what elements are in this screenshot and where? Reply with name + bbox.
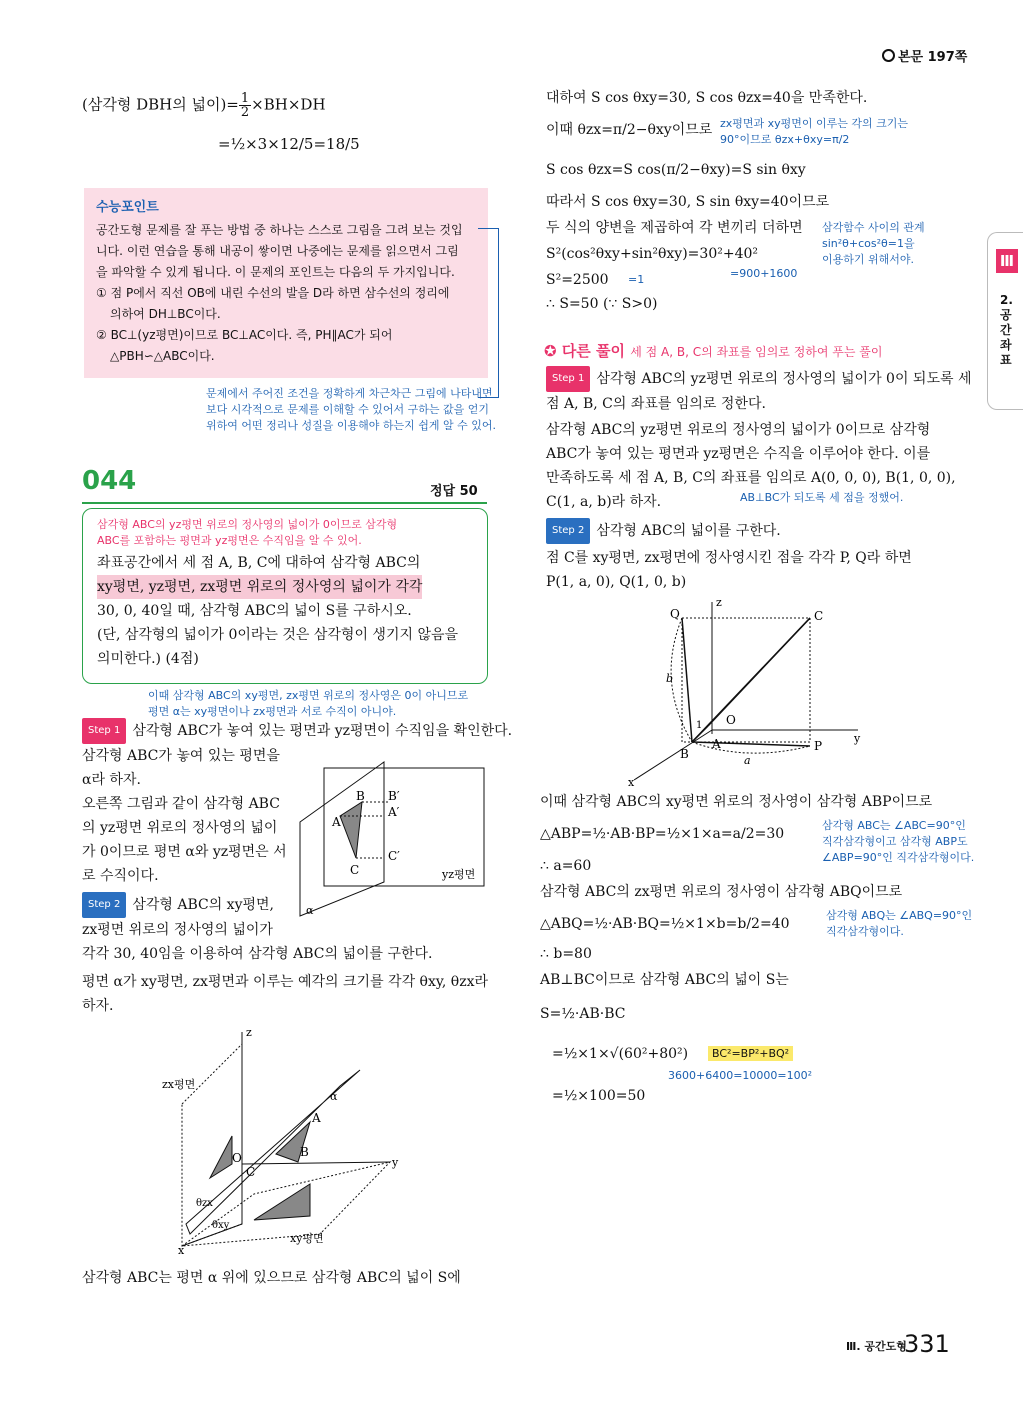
left-step1: Step 1 삼각형 ABC가 놓여 있는 평면과 yz평면이 수직임을 확인한다. [82, 718, 512, 744]
label-c: C [350, 863, 360, 877]
right-line2: 이때 θzx=π/2−θxy이므로 [546, 122, 713, 138]
suneung-point-body: 공간도형 문제를 잘 푸는 방법 중 하나는 스스로 그림을 그려 보는 것입 니다. 이런 연습을 통해 내공이 쌓이면 나중에는 문제를 읽으면서 그림 을 파악할 수 있게 됩니다. 이 문제의 포인트는 다음의 두 가지입니다. ① 점 P에서 직선 OB에 내린 수선의 발을 D라 하면 삼수선의 정리에 의하여 DH⊥BC이다. ② BC⊥(yz평면)이므로 BC⊥AC이다. 즉, PH∥AC가 되어 △PBH∽△ABC이다. [96, 223, 463, 363]
right-line8: ∴ S=50 (∵ S>0) [546, 296, 658, 312]
label-o: O [232, 1151, 242, 1165]
chapter-tab-title: 2. 공간좌표 [1000, 293, 1013, 367]
problem-note2: 이때 삼각형 ABC의 xy평면, zx평면 위로의 정사영은 0이 아니므로 평면 α는 xy평면이나 zx평면과 서로 수직이 아니야. [148, 689, 469, 718]
problem-number: 044 [82, 466, 137, 496]
alt-step1-body: 삼각형 ABC의 yz평면 위로의 정사영의 넓이가 0이므로 삼각형 ABC가 놓여 있는 평면과 yz평면은 수직을 이루어야 한다. 이를 만족하도록 세 점 A, B, C의 좌표를 임의로 A(0, 0, 0), B(1, 0, 0), C(1, a, b)라 하자. [546, 422, 956, 510]
problem-text: 좌표공간에서 세 점 A, B, C에 대하여 삼각형 ABC의 xy평면, yz평면, zx평면 위로의 정사영의 넓이가 각각 30, 0, 40일 때, 삼각형 ABC의 넓이 S를 구하시오. (단, 삼각형의 넓이가 0이라는 것은 삼각형이 생기지 않음을 의미한다.) (4점) [97, 555, 459, 667]
right-note1: zx평면과 xy평면이 이루는 각의 크기는 90°이므로 θzx+θxy=π/2 [720, 117, 909, 146]
circle-icon [882, 49, 895, 62]
label-q: Q [670, 607, 680, 621]
suneung-point-box [84, 188, 488, 378]
label-o: O [726, 713, 736, 727]
left-step2-body: 평면 α가 xy평면, zx평면과 이루는 예각의 크기를 각각 θxy, θzx라 하자. [82, 974, 489, 1014]
right-line6: S²(cos²θxy+sin²θxy)=30²+40² [546, 246, 758, 262]
angle-figure [150, 1024, 460, 1256]
problem-rule [82, 502, 487, 504]
alt-c5-note: 삼각형 ABQ는 ∠ABQ=90°인 직각삼각형이다. [826, 909, 973, 938]
label-a-len: a [744, 754, 751, 767]
axis-z: z [716, 596, 722, 609]
label-p: P [814, 739, 823, 753]
axis-x: x [628, 776, 635, 788]
problem-note: 삼각형 ABC의 yz평면 위로의 정사영의 넓이가 0이므로 삼각형 ABC를 포함하는 평면과 yz평면은 수직임을 알 수 있어. [97, 518, 398, 547]
page-reference: 본문 197쪽 [882, 46, 967, 65]
axis-z: z [246, 1026, 252, 1039]
alt-step2: Step 2 삼각형 ABC의 넓이를 구한다. [546, 518, 781, 544]
label-b-len: b [666, 672, 674, 685]
suneung-point-title: 수능포인트 [96, 200, 159, 215]
note-connector [478, 228, 499, 398]
alt-c2-note: 삼각형 ABC는 ∠ABC=90°인 직각삼각형이고 삼각형 ABP도 ∠ABP=90°인 직각삼각형이다. [822, 819, 975, 864]
label-alpha: α [330, 1090, 338, 1103]
answer-label: 정답 50 [430, 484, 478, 499]
alt-note-ab: AB⊥BC가 되도록 세 점을 정했어. [740, 491, 904, 504]
coordinate-figure [626, 592, 876, 788]
label-xy-plane: xy평면 [290, 1232, 324, 1245]
suneung-note: 문제에서 주어진 조건을 정확하게 차근차근 그림에 나타내면 보다 시각적으로 문제를 이해할 수 있어서 구하는 값을 얻기 위하여 어떤 정리나 성질을 이용해야 하는지 쉽게 알 수 있어. [206, 387, 496, 432]
alt-c7: AB⊥BC이므로 삼각형 ABC의 넓이 S는 [540, 972, 789, 988]
alt-c2: △ABP=½·AB·BP=½×1×a=a/2=30 [540, 826, 785, 842]
alt-c3: ∴ a=60 [540, 858, 592, 874]
right-line7-note: =1 [628, 273, 645, 286]
label-a: A [332, 815, 341, 829]
label-b: B [680, 747, 689, 761]
left-step1-body: 삼각형 ABC가 놓여 있는 평면을 α라 하자. 오른쪽 그림과 같이 삼각형 ABC 의 yz평면 위로의 정사영의 넓이 가 0이므로 평면 α와 yz평면은 서 로 수직이다. [82, 748, 287, 884]
problem-box [82, 508, 488, 684]
alt-step1: Step 1 삼각형 ABC의 yz평면 위로의 정사영의 넓이가 0이 되도록 세 점 A, B, C의 좌표를 임의로 정한다. [546, 366, 971, 416]
right-note2: 삼각함수 사이의 관계 sin²θ+cos²θ=1을 이용하기 위해서야. [822, 221, 925, 266]
right-line3: S cos θzx=S cos(π/2−θxy)=S sin θxy [546, 162, 806, 178]
right-line1: 대하여 S cos θxy=30, S cos θzx=40을 만족한다. [546, 90, 868, 106]
alt-c4: 삼각형 ABC의 zx평면 위로의 정사영이 삼각형 ABQ이므로 [540, 884, 903, 900]
label-theta-zx: θzx [196, 1198, 213, 1209]
area-formula-line1: (삼각형 DBH의 넓이)= $\frac{1}{2}$ ×BH×DH [82, 91, 326, 120]
left-last-line: 삼각형 ABC는 평면 α 위에 있으므로 삼각형 ABC의 넓이 S에 [82, 1270, 461, 1286]
alt-c9: =½×1×√(60²+80²) [552, 1046, 689, 1062]
right-line5: 두 식의 양변을 제곱하여 각 변끼리 더하면 [546, 220, 803, 236]
alt-c6: ∴ b=80 [540, 946, 592, 962]
chapter-tab[interactable] [987, 232, 1023, 410]
label-b-prime: B′ [388, 789, 400, 803]
alt-c9-highlight: BC²=BP²+BQ² [708, 1046, 793, 1061]
star-icon: ✪ [544, 342, 557, 360]
right-line4: 따라서 S cos θxy=30, S sin θxy=40이므로 [546, 194, 830, 210]
alt-c10: =½×100=50 [552, 1088, 646, 1104]
label-c: C [814, 609, 824, 623]
chapter-tab-roman: Ⅲ [996, 249, 1018, 273]
label-alpha: α [306, 904, 314, 917]
label-b: B [356, 789, 365, 803]
footer-chapter: Ⅲ. 공간도형 [846, 1340, 907, 1353]
label-a-prime: A′ [388, 805, 400, 819]
page-number: 331 [904, 1330, 950, 1358]
axis-x: x [178, 1244, 185, 1256]
alt-c1: 이때 삼각형 ABC의 xy평면 위로의 정사영이 삼각형 ABP이므로 [540, 794, 933, 810]
label-theta-xy: θxy [212, 1220, 230, 1231]
alt-step2-body: 점 C를 xy평면, zx평면에 정사영시킨 점을 각각 P, Q라 하면 P(1, a, 0), Q(1, 0, b) [546, 550, 912, 590]
label-zx-plane: zx평면 [162, 1078, 196, 1091]
label-yz-plane: yz평면 [442, 868, 476, 881]
alt-c8: S=½·AB·BC [540, 1006, 626, 1022]
label-c: C [246, 1165, 256, 1179]
label-one: 1 [696, 720, 703, 731]
label-b: B [300, 1145, 309, 1159]
alt-c5: △ABQ=½·AB·BQ=½×1×b=b/2=40 [540, 916, 790, 932]
label-c-prime: C′ [388, 849, 400, 863]
axis-y: y [854, 732, 861, 745]
label-a: A [712, 737, 721, 751]
area-formula-line2: =½×3×12/5=18/5 [218, 135, 360, 153]
right-line7: S²=2500 [546, 272, 609, 288]
left-step2: Step 2 삼각형 ABC의 xy평면, zx평면 위로의 정사영의 넓이가 각각 30, 40임을 이용하여 삼각형 ABC의 넓이를 구한다. [82, 892, 432, 966]
axis-y: y [392, 1156, 399, 1169]
right-line6-note: =900+1600 [730, 267, 798, 280]
label-a: A [312, 1111, 321, 1125]
alt-title: ✪ 다른 풀이 세 점 A, B, C의 좌표를 임의로 정하여 푸는 풀이 [544, 342, 883, 360]
alt-c9-note: 3600+6400=10000=100² [668, 1069, 813, 1082]
